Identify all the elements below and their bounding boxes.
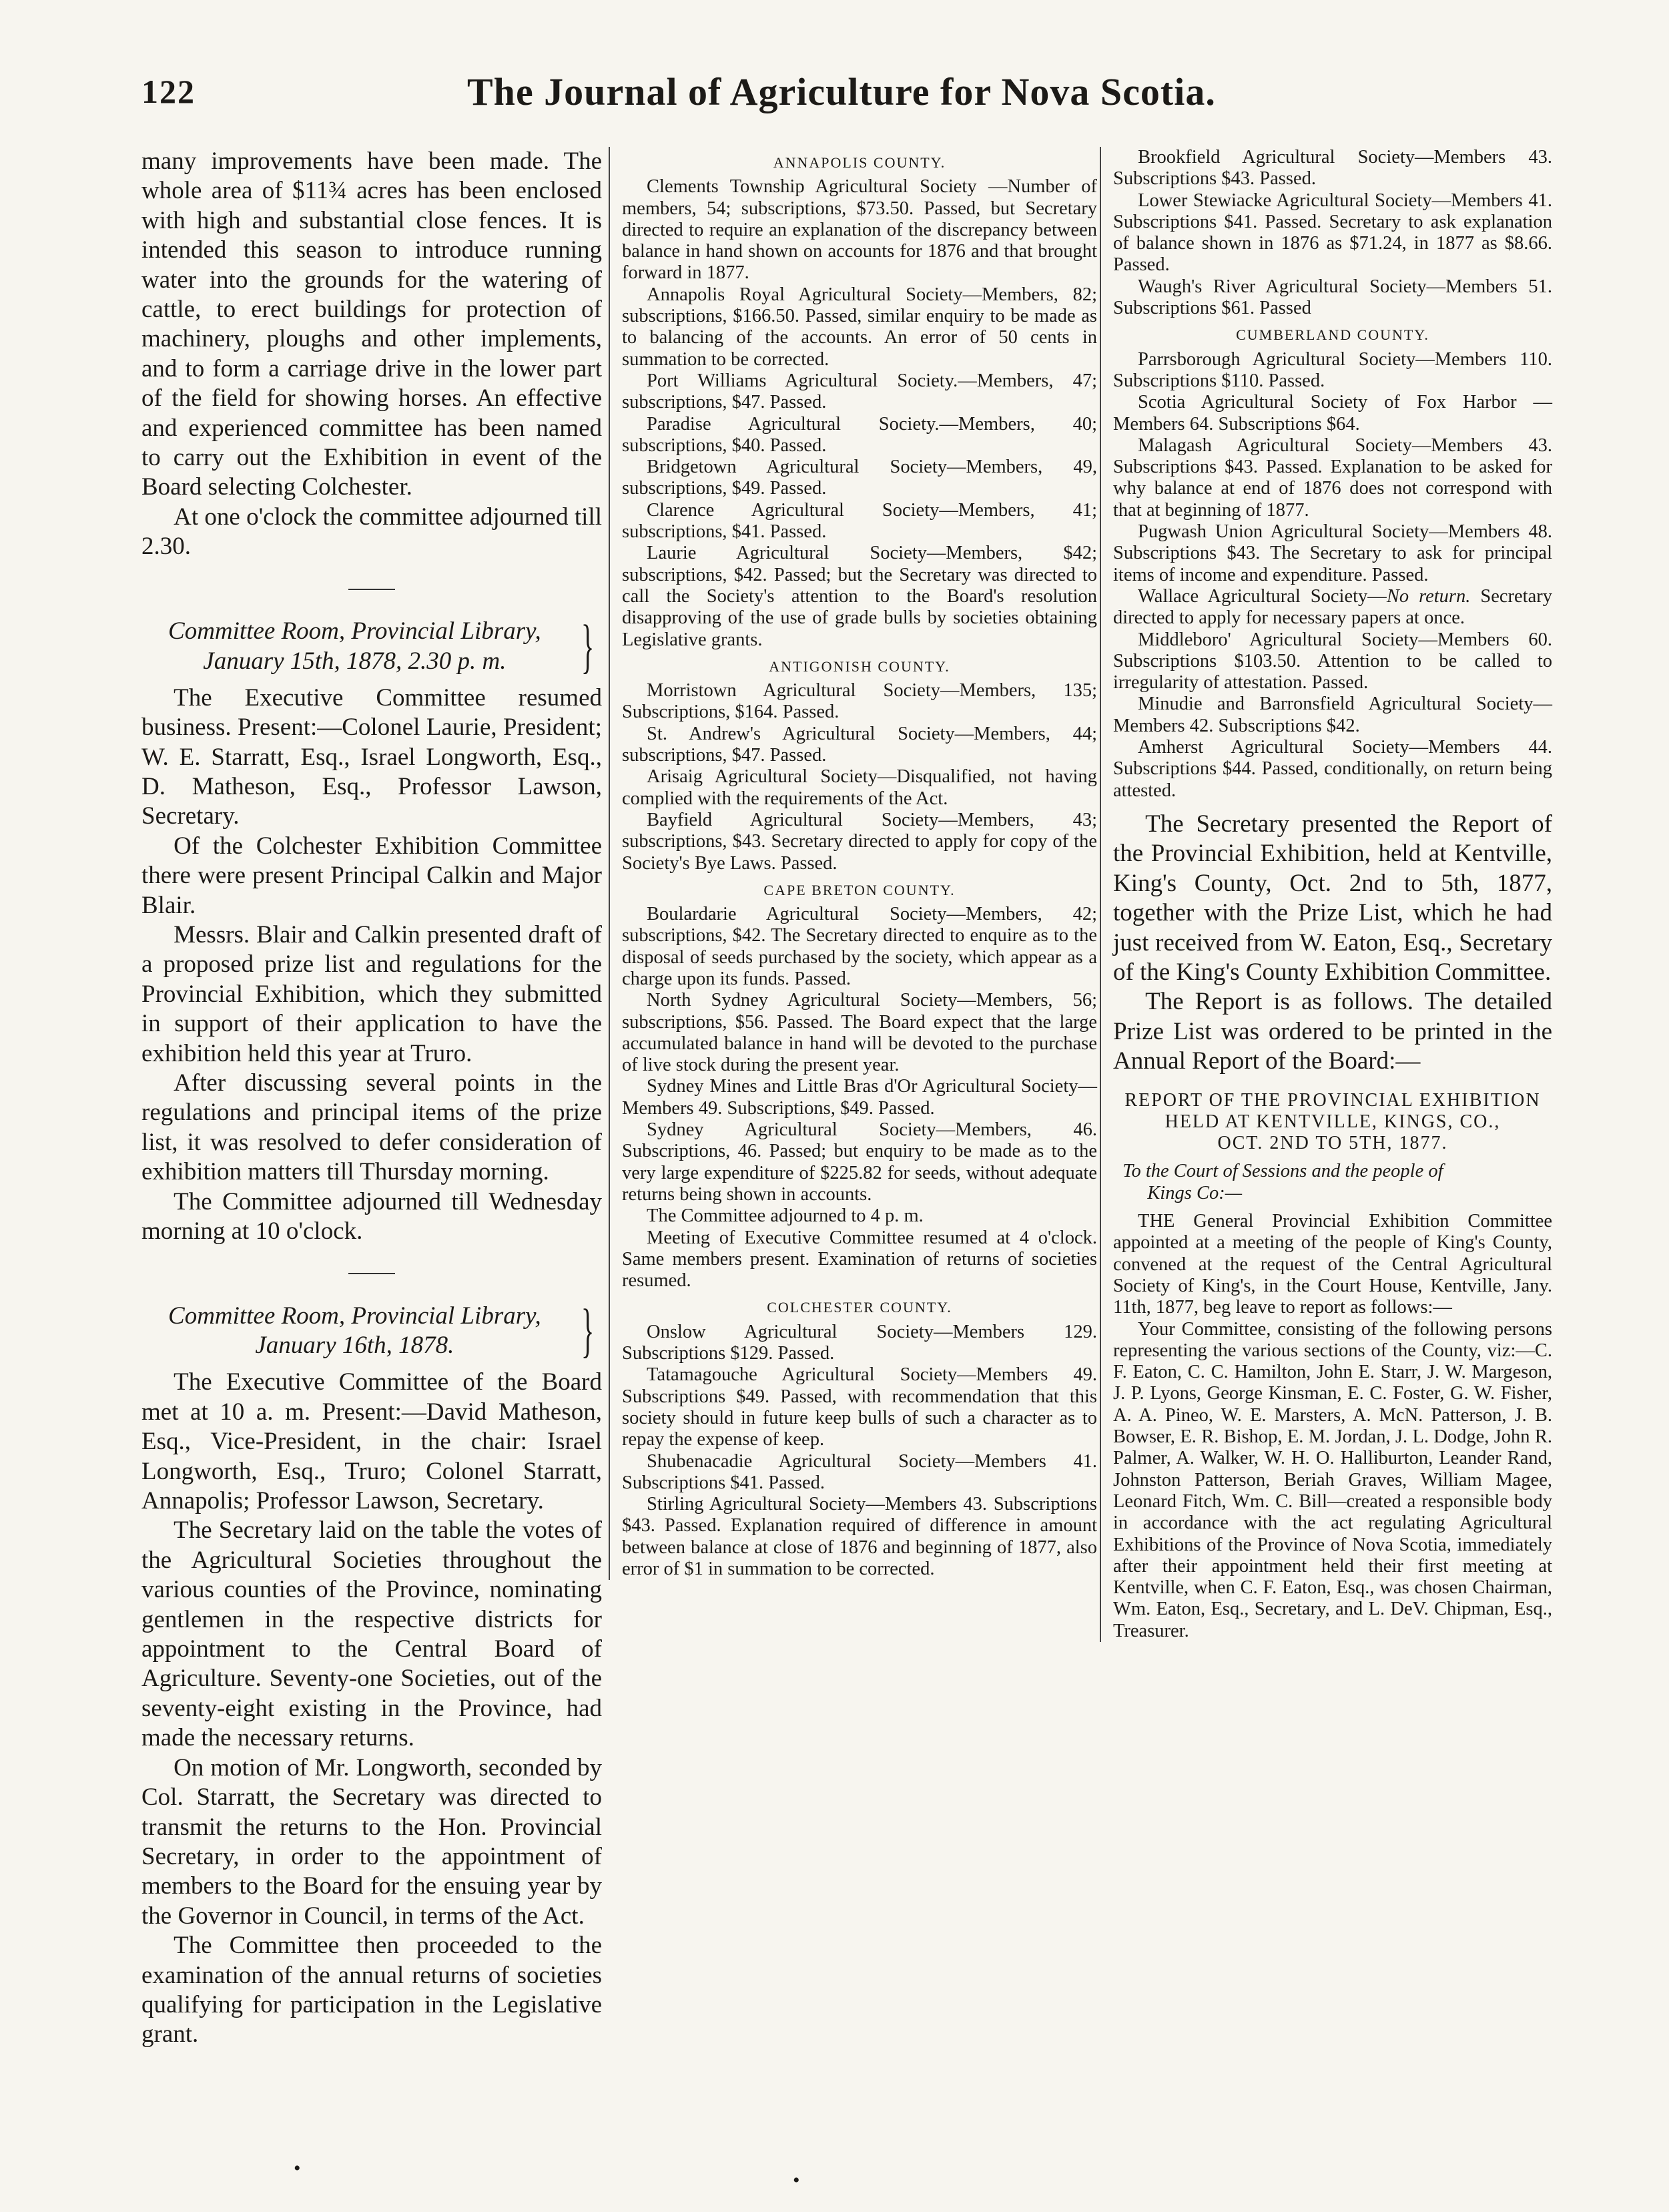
page-number: 122: [141, 73, 196, 110]
brace-icon: }: [581, 1298, 595, 1364]
society-entry: Shubenacadie Agricultural Society—Members 41. Subscriptions $41. Passed.: [622, 1450, 1097, 1493]
society-entry: Bayfield Agricultural Society—Members, 43; subscriptions, $43. Secretary directed to apply for copy of the Society's Bye Laws. Passed.: [622, 809, 1097, 874]
society-entry: Lower Stewiacke Agricultural Society—Members 41. Subscriptions $41. Passed. Secretary to ask explanation of balance shown in 1876 as $71.24, in 1877 as $8.66. Passed.: [1113, 190, 1552, 276]
society-entry: Tatamagouche Agricultural Society—Members 49. Subscriptions $49. Passed, with recommendation that this society should in future keep bulls of such a character as to repay the expense of keep.: [622, 1364, 1097, 1450]
journal-title: The Journal of Agriculture for Nova Scotia.: [467, 70, 1216, 113]
dateline-committee-room-2: [141, 1298, 602, 1364]
section-heading-cape-breton: CAPE BRETON COUNTY.: [763, 881, 956, 898]
report-address: [1113, 1161, 1552, 1204]
society-entry: Scotia Agricultural Society of Fox Harbor —Members 64. Subscriptions $64.: [1113, 392, 1552, 435]
society-entry: Stirling Agricultural Society—Members 43. Subscriptions $43. Passed. Explanation required of difference in amount between balance at close of 1876 and beginning of 1877, also error of $1 in summation to be corrected.: [622, 1494, 1097, 1579]
society-entry-wallace: [1113, 586, 1552, 629]
section-heading-antigonish: ANTIGONISH COUNTY.: [769, 657, 950, 675]
section-divider: [348, 589, 395, 590]
report-heading-line: HELD AT KENTVILLE, KINGS, CO.,: [1164, 1111, 1501, 1132]
society-entry: Boulardarie Agricultural Society—Members, 42; subscriptions, $42. The Secretary directed to enquire as to the disposal of seeds purchased by the society, which appear as a charge upon its funds. Passed.: [622, 904, 1097, 989]
entry-italic: No return.: [1386, 585, 1471, 607]
section-heading-colchester: COLCHESTER COUNTY.: [767, 1299, 952, 1316]
column-3: [1100, 147, 1552, 1642]
report-heading-line: OCT. 2ND TO 5TH, 1877.: [1217, 1133, 1448, 1154]
dateline-line: January 16th, 1878.: [255, 1332, 454, 1360]
dateline-committee-room-1: [141, 613, 602, 679]
paragraph: The Report is as follows. The detailed Prize List was ordered to be printed in the Annual Report of the Board:—: [1113, 988, 1552, 1075]
report-heading-line: REPORT OF THE PROVINCIAL EXHIBITION: [1124, 1089, 1541, 1111]
dateline-line: Committee Room, Provincial Library,: [168, 617, 541, 645]
society-entry: Waugh's River Agricultural Society—Members 51. Subscriptions $61. Passed: [1113, 276, 1552, 319]
paragraph: Your Committee, consisting of the following persons representing the various sections of the County, viz:—C. F. Eaton, C. C. Hamilton, John E. Starr, J. W. Margeson, J. P. Lyons, George Kinsman, E. C. Foster, G. W. Fisher, A. A. Pineo, W. E. Marsters, A. McN. Patterson, J. B. Bowser, E. R. Bishop, E. M. Jordan, J. L. Dodge, John R. Palmer, A. Walker, W. H. O. Halliburton, Leander Rand, Johnston Patterson, Beriah Graves, William Magee, Leonard Fitch, Wm. C. Bill—created a responsible body in accordance with the act regulating Agricultural Exhibitions of the Province of Nova Scotia, immediately after their appointment held their first meeting at Kentville, when C. F. Eaton, Esq., was chosen Chairman, Wm. Eaton, Esq., Secretary, and L. DeV. Chipman, Esq., Treasurer.: [1113, 1318, 1552, 1641]
address-line: Kings Co:—: [1147, 1182, 1243, 1203]
society-entry: Laurie Agricultural Society—Members, $42; subscriptions, $42. Passed; but the Secretary was directed to call the Society's attention to the Board's resolution disapproving of the use of grade bulls by societies obtaining Legislative grants.: [622, 543, 1097, 650]
paragraph: After discussing several points in the regulations and principal items of the prize list, it was resolved to defer consideration of exhibition matters till Thursday morning.: [141, 1069, 602, 1186]
paragraph: The Executive Committee of the Board met at 10 a. m. Present:—David Matheson, Esq., Vice-President, in the chair: Israel Longworth, Esq., Truro; Colonel Starratt, Annapolis; Professor Lawson, Secretary.: [141, 1368, 602, 1515]
paragraph: The Committee adjourned to 4 p. m.: [647, 1205, 924, 1227]
society-entry: Annapolis Royal Agricultural Society—Members, 82; subscriptions, $166.50. Passed, similar enquiry to be made as to balancing of the accounts. An error of 50 cents in summation to be corrected.: [622, 284, 1097, 370]
society-entry: Malagash Agricultural Society—Members 43. Subscriptions $43. Passed. Explanation to be asked for why balance at end of 1876 does not correspond with that at beginning of 1877.: [1113, 435, 1552, 521]
section-divider: [348, 1273, 395, 1274]
paragraph: Messrs. Blair and Calkin presented draft of a proposed prize list and regulations for the Provincial Exhibition, which they submitted in support of their application to have the exhibition held this year at Truro.: [141, 920, 602, 1067]
society-entry: Minudie and Barronsfield Agricultural Society—Members 42. Subscriptions $42.: [1113, 694, 1552, 736]
paragraph: The Committee adjourned till Wednesday morning at 10 o'clock.: [141, 1187, 602, 1245]
paragraph: Of the Colchester Exhibition Committee there were present Principal Calkin and Major Blair.: [141, 832, 602, 919]
column-2: [609, 147, 1097, 1580]
print-mark: •: [793, 2169, 800, 2191]
paragraph: The Secretary laid on the table the votes of the Agricultural Societies throughout the various counties of the Province, nominating gentlemen in the respective districts for appointment to the Central Board of Agriculture. Seventy-one Societies, out of the seventy-eight existing in the Province, had made the necessary returns.: [141, 1516, 602, 1752]
dateline-line: January 15th, 1878, 2.30 p. m.: [203, 647, 507, 675]
society-entry: Clarence Agricultural Society—Members, 41; subscriptions, $41. Passed.: [622, 499, 1097, 543]
paragraph: Meeting of Executive Committee resumed at 4 o'clock. Same members present. Examination of returns of societies resumed.: [622, 1227, 1097, 1292]
society-entry: Middleboro' Agricultural Society—Members 60. Subscriptions $103.50. Attention to be called to irregularity of attestation. Passed.: [1113, 629, 1552, 694]
report-heading: [1113, 1090, 1552, 1155]
paragraph: At one o'clock the committee adjourned till 2.30.: [141, 503, 602, 561]
brace-icon: }: [581, 613, 595, 679]
section-heading-annapolis: ANNAPOLIS COUNTY.: [773, 154, 946, 171]
society-entry: Paradise Agricultural Society.—Members, 40; subscriptions, $40. Passed.: [622, 413, 1097, 456]
print-mark: •: [294, 2157, 301, 2179]
entry-text: Wallace Agricultural Society—: [1138, 585, 1387, 607]
society-entry: St. Andrew's Agricultural Society—Members, 44; subscriptions, $47. Passed.: [622, 723, 1097, 766]
society-entry: Onslow Agricultural Society—Members 129. Subscriptions $129. Passed.: [622, 1321, 1097, 1364]
paragraph: many improvements have been made. The whole area of $11¾ acres has been enclosed with high and substantial close fences. It is intended this season to introduce running water into the grounds for the watering of cattle, to erect buildings for protection of machinery, ploughs and other implements, and to form a carriage drive in the lower part of the field for showing horses. An effective and experienced committee has been named to carry out the Exhibition in event of the Board selecting Colchester.: [141, 148, 602, 501]
section-heading-cumberland: CUMBERLAND COUNTY.: [1236, 326, 1429, 344]
society-entry: Clements Township Agricultural Society —Number of members, 54; subscriptions, $73.50. Passed, but Secretary directed to require an explanation of the discrepancy between balance in hand shown on accounts for 1876 and that brought forward in 1877.: [622, 176, 1097, 284]
column-1: [141, 147, 602, 2050]
dateline-line: Committee Room, Provincial Library,: [168, 1302, 541, 1330]
society-entry: Pugwash Union Agricultural Society—Members 48. Subscriptions $43. The Secretary to ask for principal items of income and expenditure. Passed.: [1113, 521, 1552, 585]
society-entry: Morristown Agricultural Society—Members, 135; Subscriptions, $164. Passed.: [622, 680, 1097, 723]
entry-text: Secretary directed to apply for necessary papers at once.: [1113, 585, 1552, 629]
paragraph: On motion of Mr. Longworth, seconded by Col. Starratt, the Secretary was directed to transmit the returns to the Hon. Provincial Secretary, in order to the appointment of members to the Board for the ensuing year by the Governor in Council, in terms of the Act.: [141, 1753, 602, 1930]
society-entry: Sydney Agricultural Society—Members, 46. Subscriptions, 46. Passed; but enquiry to be made as to the very large expenditure of $225.82 for seeds, without adequate returns being shown in accounts.: [622, 1119, 1097, 1205]
address-line: To the Court of Sessions and the people of: [1122, 1161, 1443, 1182]
paragraph: The Committee then proceeded to the examination of the annual returns of societies qualifying for participation in the Legislative grant.: [141, 1932, 602, 2048]
society-entry: Parrsborough Agricultural Society—Members 110. Subscriptions $110. Passed.: [1113, 348, 1552, 391]
society-entry: North Sydney Agricultural Society—Members, 56; subscriptions, $56. Passed. The Board expect that the large accumulated balance in hand will be devoted to the purchase of live stock during the present year.: [622, 990, 1097, 1076]
report-intro: [1113, 810, 1552, 1077]
paragraph: The Secretary presented the Report of the Provincial Exhibition, held at Kentville, King's County, Oct. 2nd to 5th, 1877, together with the Prize List, which he had just received from W. Eaton, Esq., Secretary of the King's County Exhibition Committee.: [1113, 810, 1552, 986]
paragraph: THE General Provincial Exhibition Committee appointed at a meeting of the people of King's County, convened at the request of the Central Agricultural Society of King's, in the Court House, Kentville, Jany. 11th, 1877, beg leave to report as follows:—: [1113, 1211, 1552, 1318]
paragraph: The Executive Committee resumed business. Present:—Colonel Laurie, President; W. E. Starratt, Esq., Israel Longworth, Esq., D. Matheson, Esq., Professor Lawson, Secretary.: [141, 683, 602, 830]
society-entry: Sydney Mines and Little Bras d'Or Agricultural Society—Members 49. Subscriptions, $49. Passed.: [622, 1076, 1097, 1119]
society-entry: Bridgetown Agricultural Society—Members, 49, subscriptions, $49. Passed.: [622, 457, 1097, 499]
society-entry: Arisaig Agricultural Society—Disqualified, not having complied with the requirements of the Act.: [622, 766, 1097, 809]
society-entry: Brookfield Agricultural Society—Members 43. Subscriptions $43. Passed.: [1113, 147, 1552, 190]
society-entry: Amherst Agricultural Society—Members 44. Subscriptions $44. Passed, conditionally, on return being attested.: [1113, 737, 1552, 801]
society-entry: Port Williams Agricultural Society.—Members, 47; subscriptions, $47. Passed.: [622, 370, 1097, 413]
